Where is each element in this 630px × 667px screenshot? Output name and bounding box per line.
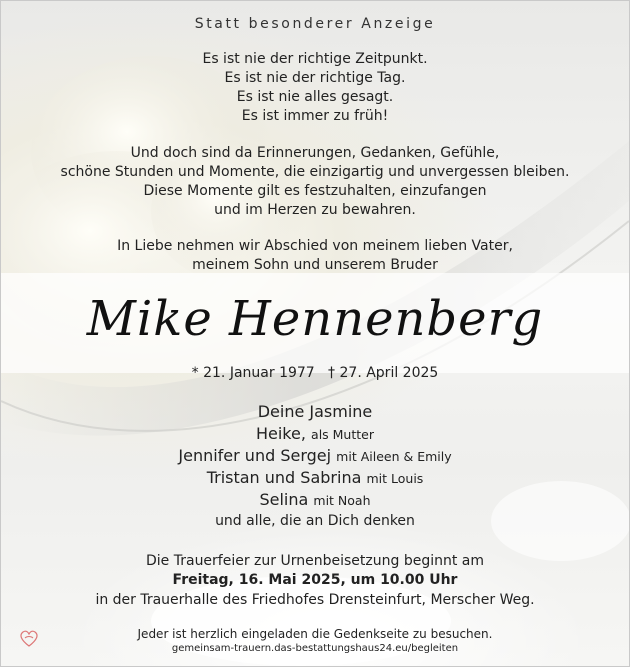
mourner-line <box>1 401 629 422</box>
mourner-note: mit Noah <box>313 493 371 508</box>
verse-line: Diese Momente gilt es festzuhalten, einzufangen <box>143 183 487 199</box>
poem-line: Es ist immer zu früh! <box>241 108 389 124</box>
obituary-text <box>1 1 629 666</box>
poem-line: Es ist nie alles gesagt. <box>236 89 394 105</box>
mourner-note: mit Aileen & Emily <box>336 449 452 464</box>
mourner-name: Selina <box>259 490 309 509</box>
mourner-line <box>1 489 629 511</box>
poem-line: Es ist nie der richtige Zeitpunkt. <box>202 51 428 67</box>
footer-invitation: Jeder ist herzlich eingeladen die Gedenkseite zu besuchen. <box>137 627 493 641</box>
verse-line: und im Herzen zu bewahren. <box>214 202 416 218</box>
mourners-closing: und alle, die an Dich denken <box>215 513 415 529</box>
heart-logo-icon <box>17 626 41 650</box>
funeral-location: in der Trauerhalle des Friedhofes Drensteinfurt, Merscher Weg. <box>95 592 535 608</box>
mourner-note: mit Louis <box>366 471 424 486</box>
life-dates: * 21. Januar 1977 † 27. April 2025 <box>191 365 439 381</box>
mourner-note: als Mutter <box>311 427 374 442</box>
farewell-line: meinem Sohn und unserem Bruder <box>192 257 438 273</box>
funeral-date-time: Freitag, 16. Mai 2025, um 10.00 Uhr <box>172 572 458 588</box>
mourner-line <box>1 467 629 489</box>
heading: Statt besonderer Anzeige <box>194 16 436 32</box>
mourner-name: Jennifer und Sergej <box>178 446 332 465</box>
verse-line: schöne Stunden und Momente, die einzigartig und unvergessen bleiben. <box>60 164 570 180</box>
deceased-name: Mike Hennenberg <box>86 291 544 347</box>
verse-line: Und doch sind da Erinnerungen, Gedanken, Gefühle, <box>130 145 500 161</box>
poem-line: Es ist nie der richtige Tag. <box>224 70 406 86</box>
mourner-name: Deine Jasmine <box>257 402 373 421</box>
funeral-info: Die Trauerfeier zur Urnenbeisetzung beginnt am <box>146 553 484 569</box>
mourner-line <box>1 445 629 467</box>
farewell-line: In Liebe nehmen wir Abschied von meinem lieben Vater, <box>117 238 513 254</box>
mourner-name: Tristan und Sabrina <box>206 468 362 487</box>
mourner-name: Heike, <box>255 424 306 443</box>
memorial-page-link[interactable]: gemeinsam-trauern.das-bestattungshaus24.eu/begleiten <box>171 643 459 654</box>
mourner-line <box>1 423 629 445</box>
